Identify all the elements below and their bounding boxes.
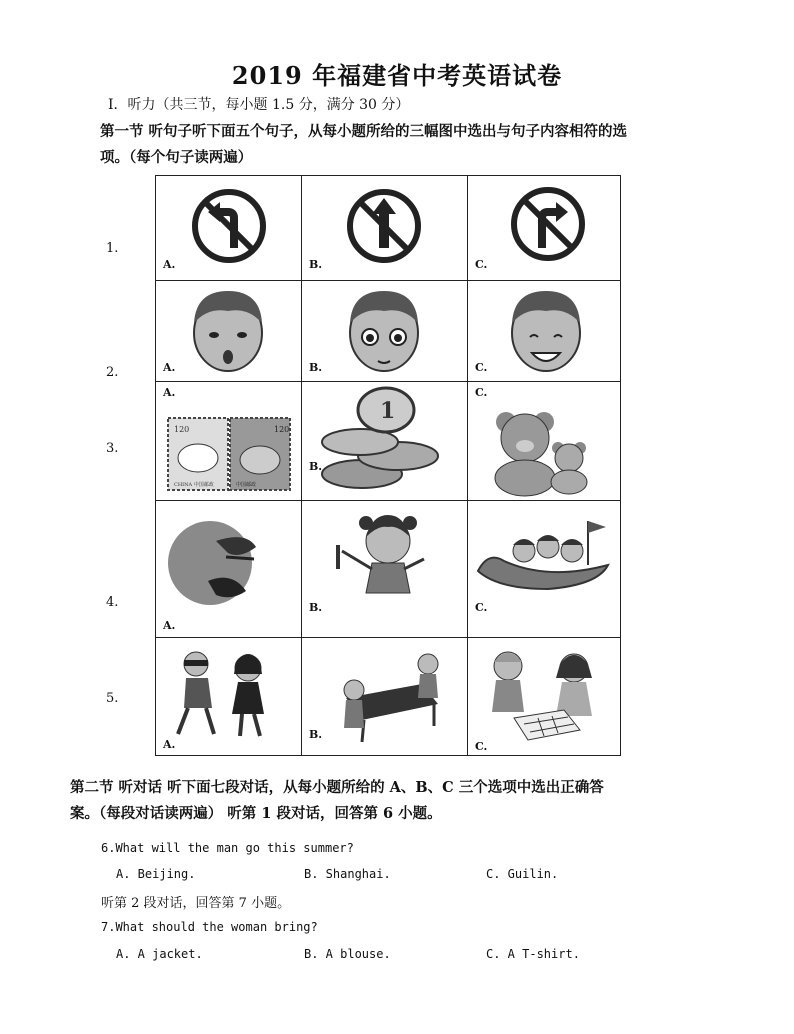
option-5c-image[interactable] [468,638,622,756]
row-number-2: 2. [106,365,119,380]
stamp-a-value: 120 [174,425,190,434]
row-number-3: 3. [106,441,119,456]
option-label: B. [309,258,323,271]
option-label: A. [163,386,176,399]
option-4b-image[interactable] [302,501,467,637]
option-label: C. [475,361,488,374]
part2-heading-line2: 案。（每段对话读两遍） 听第 1 段对话，回答第 6 小题。 [70,805,442,822]
coins-icon [302,382,467,500]
stamp-b-country: 中国邮政 [236,482,257,488]
no-right-turn-sign-icon [468,176,622,280]
option-label: A. [163,258,176,271]
kids-playing-chess-icon [468,638,622,756]
option-label: B. [309,728,323,741]
option-label: B. [309,361,323,374]
question-6-option-a[interactable]: A. Beijing. [116,867,196,881]
dialog-2-instruction: 听第 2 段对话，回答第 7 小题。 [101,896,291,911]
option-label: C. [475,258,488,271]
option-label: A. [163,361,176,374]
pig-stamps-icon [156,382,301,500]
girl-with-firecrackers-icon [302,501,467,637]
option-1c-image[interactable] [468,176,622,280]
surprised-boy-face-icon [156,281,301,381]
blindfold-game-icon [156,638,301,756]
page-title: 2019 年福建省中考英语试卷 [231,61,563,90]
wide-eyed-boy-face-icon [302,281,467,381]
row-number-4: 4. [106,595,119,610]
question-7-option-c[interactable]: C. A T-shirt. [486,947,580,961]
teddy-bears-icon [468,382,622,500]
dragon-boat-icon [468,501,622,637]
moon-festival-icon [156,501,301,637]
option-label: A. [163,619,176,632]
table-game-icon [302,638,467,756]
option-3b-image[interactable] [302,382,467,500]
coin-value: 1 [380,398,396,424]
option-1a-image[interactable] [156,176,301,280]
option-5a-image[interactable] [156,638,301,756]
option-5b-image[interactable] [302,638,467,756]
section-heading: I．听力（共三节，每小题 1.5 分，满分 30 分） [108,97,410,113]
question-7: 7.What should the woman bring? [101,920,318,934]
option-4c-image[interactable] [468,501,622,637]
option-label: C. [475,386,488,399]
part2-heading-line1: 第二节 听对话 听下面七段对话，从每小题所给的 A、B、C 三个选项中选出正确答 [70,779,604,796]
question-7-option-a[interactable]: A. A jacket. [116,947,203,961]
part1-instructions [100,119,660,171]
picture-grid [155,175,621,756]
option-2a-image[interactable] [156,281,301,381]
option-2b-image[interactable] [302,281,467,381]
no-left-turn-sign-icon [156,176,301,280]
row-number-1: 1. [106,241,119,256]
part1-heading-line2: 项。（每个句子读两遍） [100,149,253,166]
question-6: 6.What will the man go this summer? [101,841,354,855]
option-1b-image[interactable] [302,176,467,280]
no-straight-sign-icon [302,176,467,280]
stamp-a-country: CHINA 中国邮政 [174,482,214,488]
question-6-option-b[interactable]: B. Shanghai. [304,867,391,881]
option-4a-image[interactable] [156,501,301,637]
option-label: B. [309,601,323,614]
option-label: A. [163,738,176,751]
question-6-option-c[interactable]: C. Guilin. [486,867,559,881]
option-label: C. [475,601,488,614]
row-number-5: 5. [106,691,119,706]
option-label: C. [475,740,488,753]
option-3c-image[interactable] [468,382,622,500]
smiling-boy-face-icon [468,281,622,381]
option-label: B. [309,460,323,473]
question-7-option-b[interactable]: B. A blouse. [304,947,391,961]
option-2c-image[interactable] [468,281,622,381]
stamp-b-value: 120 [274,425,290,434]
option-3a-image[interactable] [156,382,301,500]
part1-heading-line1: 第一节 听句子听下面五个句子，从每小题所给的三幅图中选出与句子内容相符的选 [100,123,628,140]
